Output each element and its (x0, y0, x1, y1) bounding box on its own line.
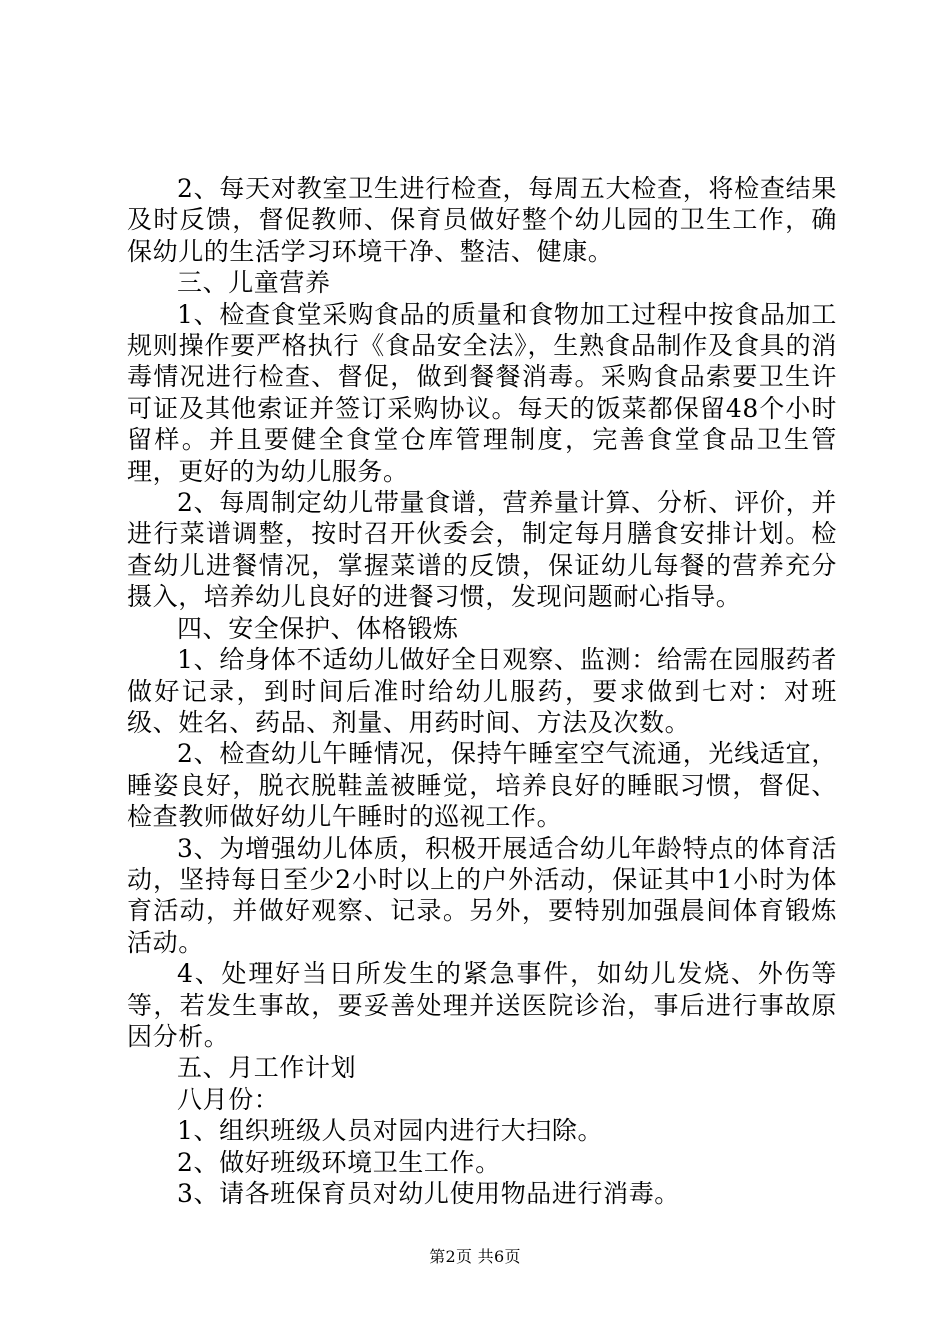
paragraph-nap-supervision: 2、检查幼儿午睡情况，保持午睡室空气流通，光线适宜，睡姿良好，脱衣脱鞋盖被睡觉，培养良好的睡眠习惯，督促、检查教师做好幼儿午睡时的巡视工作。 (127, 739, 837, 832)
document-body (127, 173, 837, 1209)
list-item-disinfection: 3、请各班保育员对幼儿使用物品进行消毒。 (177, 1179, 680, 1208)
list-item-environment-hygiene: 2、做好班级环境卫生工作。 (177, 1147, 501, 1177)
paragraph-physical-activities: 3、为增强幼儿体质，积极开展适合幼儿年龄特点的体育活动，坚持每日至少2小时以上的户外活动，保证其中1小时为体育活动，并做好观察、记录。另外，要特别加强晨间体育锻炼活动。 (127, 833, 837, 957)
section-heading-safety-physical-training: 四、安全保护、体格锻炼 (177, 613, 459, 643)
section-heading-monthly-plan: 五、月工作计划 (177, 1053, 357, 1083)
paragraph-canteen-food-inspection: 1、检查食堂采购食品的质量和食物加工过程中按食品加工规则操作要严格执行《食品安全法》，生熟食品制作及食具的消毒情况进行检查、督促，做到餐餐消毒。采购食品索要卫生许可证及其他索证并签订采购协议。每天的饭菜都保留48个小时留样。并且要健全食堂仓库管理制度，完善食堂食品卫生管理，更好的为幼儿服务。 (127, 299, 837, 486)
paragraph-daily-hygiene-check: 2、每天对教室卫生进行检查，每周五大检查，将检查结果及时反馈，督促教师、保育员做好整个幼儿园的卫生工作，确保幼儿的生活学习环境干净、整洁、健康。 (127, 174, 837, 266)
section-heading-child-nutrition: 三、儿童营养 (177, 268, 331, 298)
page-number: 第2页 共6页 (429, 1247, 521, 1266)
paragraph-weekly-menu-planning: 2、每周制定幼儿带量食谱，营养量计算、分析、评价，并进行菜谱调整，按时召开伙委会，制定每月膳食安排计划。检查幼儿进餐情况，掌握菜谱的反馈，保证幼儿每餐的营养充分摄入，培养幼儿良好的进餐习惯，发现问题耐心指导。 (127, 488, 837, 612)
list-item-cleanup: 1、组织班级人员对园内进行大扫除。 (177, 1116, 604, 1146)
month-label-august: 八月份： (177, 1084, 280, 1114)
paragraph-emergency-handling: 4、处理好当日所发生的紧急事件，如幼儿发烧、外伤等等，若发生事故，要妥善处理并送医院诊治，事后进行事故原因分析。 (127, 959, 837, 1051)
paragraph-health-observation: 1、给身体不适幼儿做好全日观察、监测：给需在园服药者做好记录，到时间后准时给幼儿服药，要求做到七对：对班级、姓名、药品、剂量、用药时间、方法及次数。 (127, 645, 837, 737)
